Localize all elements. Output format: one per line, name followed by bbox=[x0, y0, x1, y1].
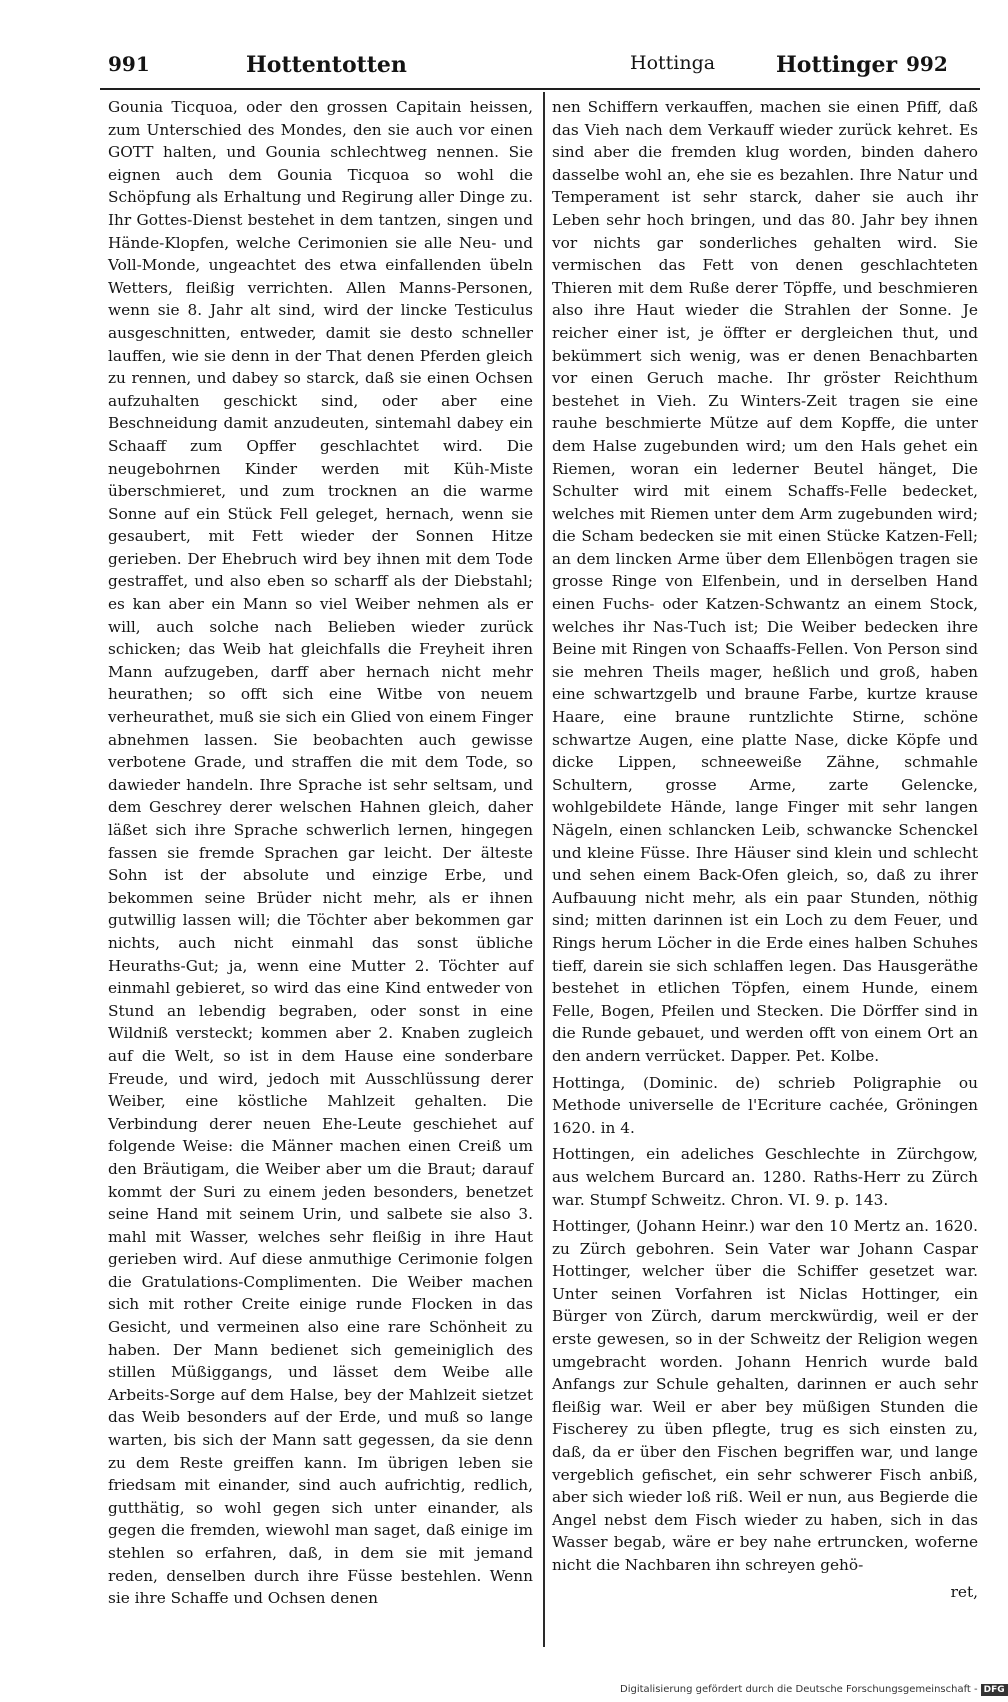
column-divider bbox=[543, 92, 545, 1647]
entry-hottentotten-continued: nen Schiffern verkauffen, machen sie einen Pfiff, daß das Vieh nach dem Verkauff wieder zurück kehret. Es sind aber die fremden klug worden, binden dahero dasselbe wohl an, ehe sie es bezahlen. Ihre Natur und Temperament ist sehr starck, daher sie auch ihr Leben sehr hoch bringen, und das 80. Jahr bey ihnen vor nichts gar sonderliches gehalten wird. Sie vermischen das Fett von denen geschlachteten Thieren mit dem Ruße derer Töpffe, und beschmieren also ihre Haut wieder die Strahlen der Sonne. Je reicher einer ist, je öffter er dergleichen thut, und bekümmert sich wenig, was er denen Benachbarten vor einen Geruch mache. Ihr gröster Reichthum bestehet in Vieh. Zu Winters-Zeit tragen sie eine rauhe beschmierte Mütze auf dem Kopffe, die unter dem Halse zugebunden wird; um den Hals gehet ein Riemen, woran ein lederner Beutel hänget, Die Schulter wird mit einem Schaffs-Felle bedecket, welches mit Riemen unter dem Arm zugebunden wird; die Scham bedecken sie mit einen Stücke Katzen-Fell; an dem lincken Arme über dem Ellenbögen tragen sie grosse Ringe von Elfenbein, und in derselben Hand einen Fuchs- oder Katzen-Schwantz an einem Stock, welches ihr Nas-Tuch ist; Die Weiber bedecken ihre Beine mit Ringen von Schaaffs-Fellen. Von Person sind sie mehren Theils mager, heßlich und groß, haben eine schwartzgelb und braune Farbe, kurtze krause Haare, eine braune runtzlichte Stirne, schöne schwartze Augen, eine platte Nase, dicke Köpfe und dicke Lippen, schneeweiße Zähne, schmahle Schultern, grosse Arme, zarte Gelencke, wohlgebildete Hände, lange Finger mit sehr langen Nägeln, einen schlancken Leib, schwancke Schenckel und kleine Füsse. Ihre Häuser sind klein und schlecht und sehen einem Back-Ofen gleich, so, daß zu ihrer Aufbauung nicht mehr, als ein paar Stunden, nöthig sind; mitten darinnen ist ein Loch zu dem Feuer, und Rings herum Löcher in die Erde eines halben Schuhes tieff, darein sie sich schlaffen legen. Das Hausgeräthe bestehet in etlichen Töpfen, einem Hunde, einem Felle, Bogen, Pfeilen und Stecken. Die Dörffer sind in die Runde gebauet, und werden offt von einem Ort an den andern verrücket. Dapper. Pet. Kolbe. bbox=[552, 98, 978, 1065]
dfg-logo: DFG bbox=[981, 1684, 1008, 1696]
digitization-credit bbox=[620, 1684, 1005, 1700]
right-column bbox=[552, 96, 978, 1603]
catchword: ret, bbox=[950, 1582, 978, 1601]
right-page-number: 992 bbox=[906, 52, 948, 76]
entry-hottinga: Hottinga, (Dominic. de) schrieb Poligraphie ou Methode universelle de l'Ecriture cachée, Gröningen 1620. in 4. bbox=[552, 1073, 978, 1137]
left-column bbox=[108, 96, 533, 1610]
entry-hottingen: Hottingen, ein adeliches Geschlechte in Zürchgow, aus welchem Burcard an. 1280. Raths-Herr zu Zürch war. Stumpf Schweitz. Chron. VI. 9. p. 143. bbox=[552, 1145, 978, 1209]
left-page-number: 991 bbox=[108, 52, 150, 76]
header-rule bbox=[100, 88, 980, 90]
running-header bbox=[108, 52, 968, 92]
middle-headword: Hottinga bbox=[630, 52, 716, 74]
left-column-paragraph: Gounia Ticquoa, oder den grossen Capitain heissen, zum Unterschied des Mondes, den sie auch vor einen GOTT halten, und Gounia schlechtweg nennen. Sie eignen auch dem Gounia Ticquoa so wohl die Schöpfung als Erhaltung und Regirung aller Dinge zu. Ihr Gottes-Dienst bestehet in dem tantzen, singen und Hände-Klopfen, welche Cerimonien sie alle Neu- und Voll-Monde, ungeachtet des etwa einfallenden übeln Wetters, fleißig verrichten. Allen Manns-Personen, wenn sie 8. Jahr alt sind, wird der lincke Testiculus ausgeschnitten, entweder, damit sie desto schneller lauffen, wie sie denn in der That denen Pferden gleich zu rennen, und dabey so starck, daß sie einen Ochsen aufzuhalten geschickt sind, oder aber eine Beschneidung damit anzudeuten, sintemahl dabey ein Schaaff zum Opffer geschlachtet wird. Die neugebohrnen Kinder werden mit Küh-Miste überschmieret, und zum trocknen an die warme Sonne auf ein Stück Fell geleget, hernach, wenn sie gesaubert, mit Fett wieder der Sonnen Hitze gerieben. Der Ehebruch wird bey ihnen mit dem Tode gestraffet, und also eben so scharff als der Diebstahl; es kan aber ein Mann so viel Weiber nehmen als er will, auch solche nach Belieben wieder zurück schicken; das Weib hat gleichfalls die Freyheit ihren Mann aufzugeben, darff aber hernach nicht mehr heurathen; so offt sich eine Witbe von neuem verheurathet, muß sie sich ein Glied von einem Finger abnehmen lassen. Sie beobachten auch gewisse verbotene Grade, und straffen die mit dem Tode, so dawieder handeln. Ihre Sprache ist sehr seltsam, und dem Geschrey derer welschen Hahnen gleich, daher läßet sich ihre Sprache schwerlich lernen, hingegen fassen sie fremde Sprachen gar leicht. Der älteste Sohn ist der absolute und einzige Erbe, und bekommen seine Brüder nicht mehr, als er ihnen gutwillig lassen will; die Töchter aber bekommen gar nichts, auch nicht einmahl das sonst übliche Heuraths-Gut; ja, wenn eine Mutter 2. Töchter auf einmahl gebieret, so wird das eine Kind entweder von Stund an lebendig begraben, oder sonst in eine Wildniß versteckt; kommen aber 2. Knaben zugleich auf die Welt, so ist in dem Hause eine sonderbare Freude, und wird, jedoch mit Ausschlüssung derer Weiber, eine köstliche Mahlzeit gehalten. Die Verbindung derer neuen Ehe-Leute geschiehet auf folgende Weise: die Männer machen einen Creiß um den Bräutigam, die Weiber aber um die Braut; darauf kommt der Suri zu einem jeden besonders, benetzet seine Hand mit seinem Urin, und salbete sie also 3. mahl mit Wasser, welches sehr fleißig in ihre Haut gerieben wird. Auf diese anmuthige Cerimonie folgen die Gratulations-Complimenten. Die Weiber machen sich mit rother Creite einige runde Flocken in das Gesicht, und vermeinen also eine rare Schönheit zu haben. Der Mann bedienet sich gemeiniglich des stillen Müßiggangs, und lässet dem Weibe alle Arbeits-Sorge auf dem Halse, bey der Mahlzeit sietzet das Weib besonders auf der Erde, und muß so lange warten, bis sich der Mann satt gegessen, da sie denn zu dem Reste greiffen kann. Im übrigen leben sie friedsam mit einander, sind auch aufrichtig, redlich, gutthätig, so wohl gegen sich unter einander, als gegen die fremden, wiewohl man saget, daß einige im stehlen so erfahren, daß, in dem sie mit jemand reden, denselben durch ihre Füsse bestehlen. Wenn sie ihre Schaffe und Ochsen denen bbox=[108, 98, 533, 1608]
right-headword: Hottinger bbox=[776, 52, 898, 78]
entry-hottinger: Hottinger, (Johann Heinr.) war den 10 Mertz an. 1620. zu Zürch gebohren. Sein Vater war Johann Caspar Hottinger, welcher über die Schiffer gesetzet war. Unter seinen Vorfahren ist Niclas Hottinger, ein Bürger von Zürch, darum merckwürdig, weil er der erste gewesen, so in der Schweitz der Religion wegen umgebracht worden. Johann Henrich wurde bald Anfangs zur Schule gehalten, darinnen er auch sehr fleißig war. Weil er aber bey müßigen Stunden die Fischerey zu üben pflegte, trug es sich einsten zu, daß, da er über den Fischen begriffen war, und lange vergeblich gefischet, ein sehr schwerer Fisch anbiß, aber sich wieder loß riß. Weil er nun, aus Begierde die Angel nebst dem Fisch wieder zu haben, sich in das Wasser begab, wäre er bey nahe ertruncken, woferne nicht die Nachbaren ihn schreyen gehö- bbox=[552, 1217, 978, 1574]
credit-text: Digitalisierung gefördert durch die Deutsche Forschungsgemeinschaft - bbox=[620, 1684, 978, 1695]
left-headword: Hottentotten bbox=[246, 52, 407, 78]
